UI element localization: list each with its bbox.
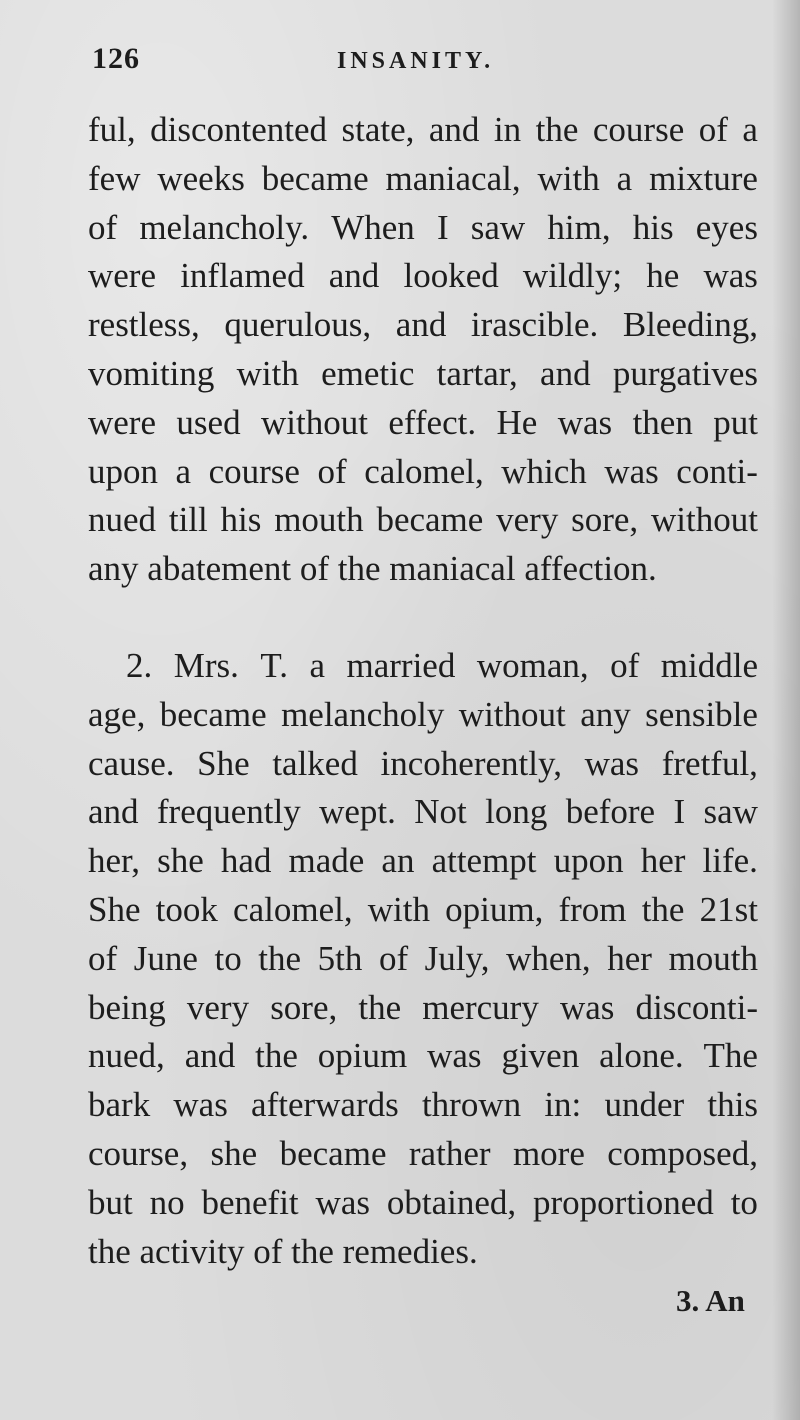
text-line: of June to the 5th of July, when, her mouth xyxy=(88,938,758,978)
running-head: INSANITY. xyxy=(337,48,495,74)
text-line: and frequently wept. Not long before I saw xyxy=(88,792,758,832)
text-line: upon a course of calomel, which was conti- xyxy=(88,451,758,491)
text-line: her, she had made an attempt upon her life. xyxy=(88,841,758,881)
text-line: any abatement of the maniacal affection. xyxy=(88,549,657,589)
text-line: ful, discontented state, and in the course of a xyxy=(88,110,758,149)
paragraph-gap xyxy=(88,594,758,642)
text-line: were inflamed and looked wildly; he was xyxy=(88,256,758,296)
text-line: bark was afterwards thrown in: under this xyxy=(88,1085,758,1125)
paragraph-2 xyxy=(88,642,758,1276)
text-line: vomiting with emetic tartar, and purgatives xyxy=(88,353,758,393)
page-number: 126 xyxy=(92,42,140,75)
text-line: She took calomel, with opium, from the 21st xyxy=(88,889,758,929)
page-header xyxy=(92,42,724,84)
text-line: cause. She talked incoherently, was fretful, xyxy=(88,743,758,783)
text-line: restless, querulous, and irascible. Bleeding, xyxy=(88,305,758,345)
text-line: course, she became rather more composed, xyxy=(88,1133,758,1173)
text-line: but no benefit was obtained, proportioned to xyxy=(88,1182,758,1222)
text-line: of melancholy. When I saw him, his eyes xyxy=(88,207,758,247)
catchword: 3. An xyxy=(676,1283,745,1318)
text-line: were used without effect. He was then put xyxy=(88,402,758,442)
text-line: nued till his mouth became very sore, without xyxy=(88,500,758,540)
text-line: nued, and the opium was given alone. The xyxy=(88,1036,758,1076)
text-line: 2. Mrs. T. a married woman, of middle xyxy=(126,645,758,685)
paragraph-1 xyxy=(88,106,758,594)
text-line: age, became melancholy without any sensible xyxy=(88,694,758,734)
text-line: few weeks became maniacal, with a mixture xyxy=(88,158,758,198)
body-text xyxy=(88,106,758,1276)
text-line: being very sore, the mercury was disconti- xyxy=(88,987,758,1027)
text-line: the activity of the remedies. xyxy=(88,1231,478,1271)
